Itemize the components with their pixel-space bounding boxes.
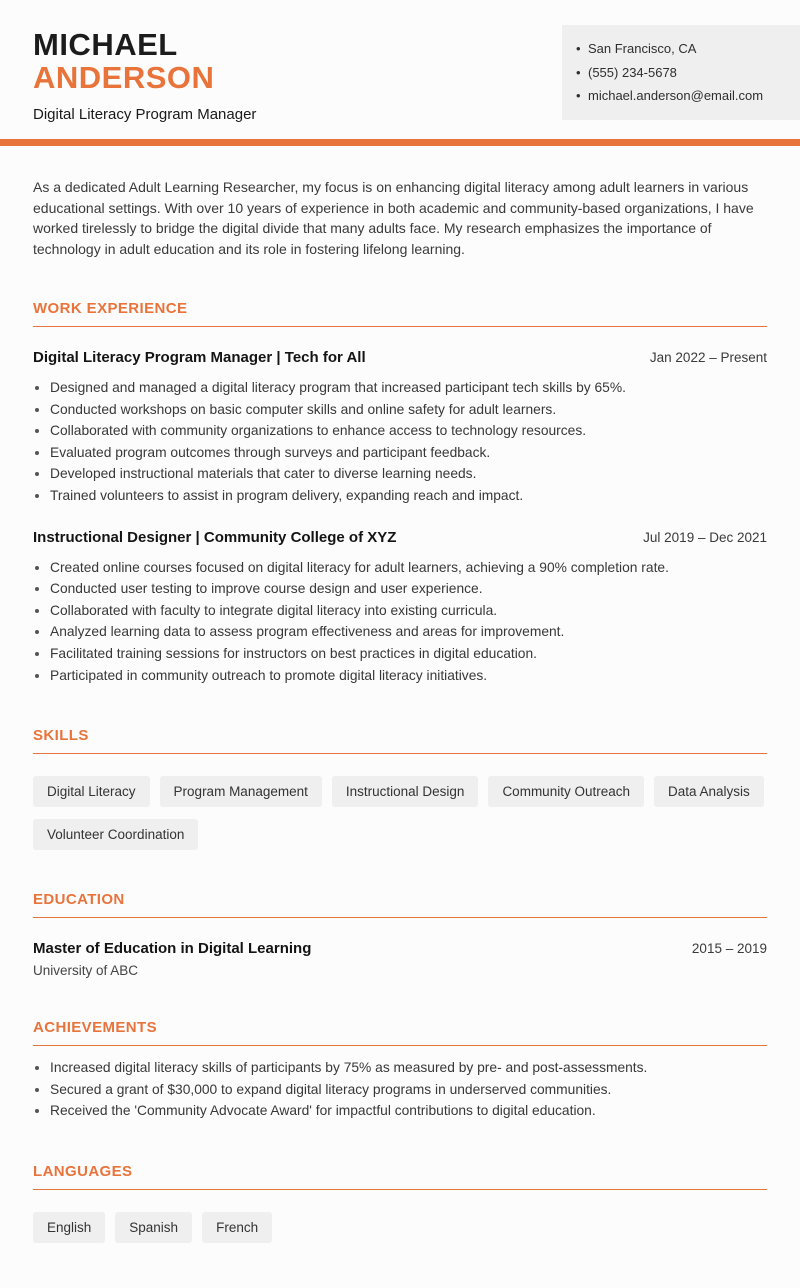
achievement-bullet: • Increased digital literacy skills of participants by 75% as measured by pre- and post-assessments. [50, 1057, 767, 1079]
language-tag: English [33, 1212, 105, 1243]
achievement-bullet: • Secured a grant of $30,000 to expand digital literacy programs in underserved communities. [50, 1079, 767, 1101]
education-dates: 2015 – 2019 [691, 941, 767, 957]
resume-header [0, 0, 800, 123]
last-name: ANDERSON [33, 60, 215, 95]
job-entry [33, 529, 767, 687]
skill-tag: Community Outreach [488, 776, 644, 807]
job-entry [33, 349, 767, 507]
job-bullet: • Collaborated with faculty to integrate digital literacy into existing curricula. [50, 600, 767, 622]
job-title: Digital Literacy Program Manager [33, 106, 257, 123]
contact-item: • michael.anderson@email.com [576, 84, 784, 108]
job-bullet-list [33, 377, 767, 507]
contact-item: • San Francisco, CA [576, 37, 784, 61]
education-entry [33, 940, 767, 978]
accent-divider [0, 139, 800, 146]
section-heading-languages: LANGUAGES [33, 1163, 767, 1190]
education-degree: Master of Education in Digital Learning [33, 940, 312, 958]
job-entry-title: Instructional Designer | Community College of XYZ [33, 528, 397, 546]
skill-tag: Program Management [160, 776, 322, 807]
job-entry-dates: Jul 2019 – Dec 2021 [643, 529, 767, 545]
name-block [33, 25, 256, 123]
language-tag: French [202, 1212, 272, 1243]
job-entry-dates: Jan 2022 – Present [649, 350, 767, 365]
achievement-bullet: • Received the 'Community Advocate Award' for impactful contributions to digital education. [50, 1100, 767, 1122]
job-entry-header [33, 529, 767, 546]
job-bullet: • Participated in community outreach to promote digital literacy initiatives. [50, 665, 767, 687]
language-tag: Spanish [115, 1212, 192, 1243]
resume-body [0, 177, 800, 1243]
summary-text: As a dedicated Adult Learning Researcher, my focus is on enhancing digital literacy among adult learners in various educational settings. With over 10 years of experience in both academic and community-based organizations, I have worked tirelessly to bridge the digital divide that many adults face. My research emphasizes the importance of technology in adult education and its role in fostering lifelong learning. [33, 179, 754, 257]
skill-tag: Volunteer Coordination [33, 819, 198, 850]
contact-box [562, 25, 800, 120]
section-heading-education: EDUCATION [33, 891, 767, 918]
job-bullet: • Analyzed learning data to assess program effectiveness and areas for improvement. [50, 621, 767, 643]
skill-tag: Data Analysis [654, 776, 764, 807]
languages-tag-row [33, 1212, 767, 1243]
education-school: University of ABC [33, 963, 139, 979]
contact-item: • (555) 234-5678 [576, 61, 784, 85]
job-bullet: • Developed instructional materials that cater to diverse learning needs. [50, 463, 767, 485]
education-entry-header [33, 940, 767, 957]
skill-tag: Instructional Design [332, 776, 479, 807]
job-bullet: • Conducted user testing to improve course design and user experience. [50, 578, 767, 600]
achievements-bullet-list [33, 1057, 767, 1122]
section-heading-work-experience: WORK EXPERIENCE [33, 300, 767, 327]
job-bullet: • Evaluated program outcomes through surveys and participant feedback. [50, 442, 767, 464]
job-bullet-list [33, 557, 767, 687]
section-heading-achievements: ACHIEVEMENTS [33, 1019, 767, 1046]
job-bullet: • Facilitated training sessions for instructors on best practices in digital education. [50, 643, 767, 665]
section-heading-skills: SKILLS [33, 727, 767, 754]
skills-tag-row [33, 776, 767, 850]
job-entry-header [33, 349, 767, 366]
skill-tag: Digital Literacy [33, 776, 150, 807]
job-entry-title: Digital Literacy Program Manager | Tech for All [33, 349, 366, 366]
job-bullet: • Designed and managed a digital literacy program that increased participant tech skills by 65%. [50, 377, 767, 399]
job-bullet: • Created online courses focused on digital literacy for adult learners, achieving a 90% completion rate. [50, 557, 767, 579]
job-bullet: • Trained volunteers to assist in program delivery, expanding reach and impact. [50, 485, 767, 507]
first-name: MICHAEL [33, 27, 178, 62]
job-bullet: • Collaborated with community organizations to enhance access to technology resources. [50, 420, 767, 442]
job-bullet: • Conducted workshops on basic computer skills and online safety for adult learners. [50, 399, 767, 421]
